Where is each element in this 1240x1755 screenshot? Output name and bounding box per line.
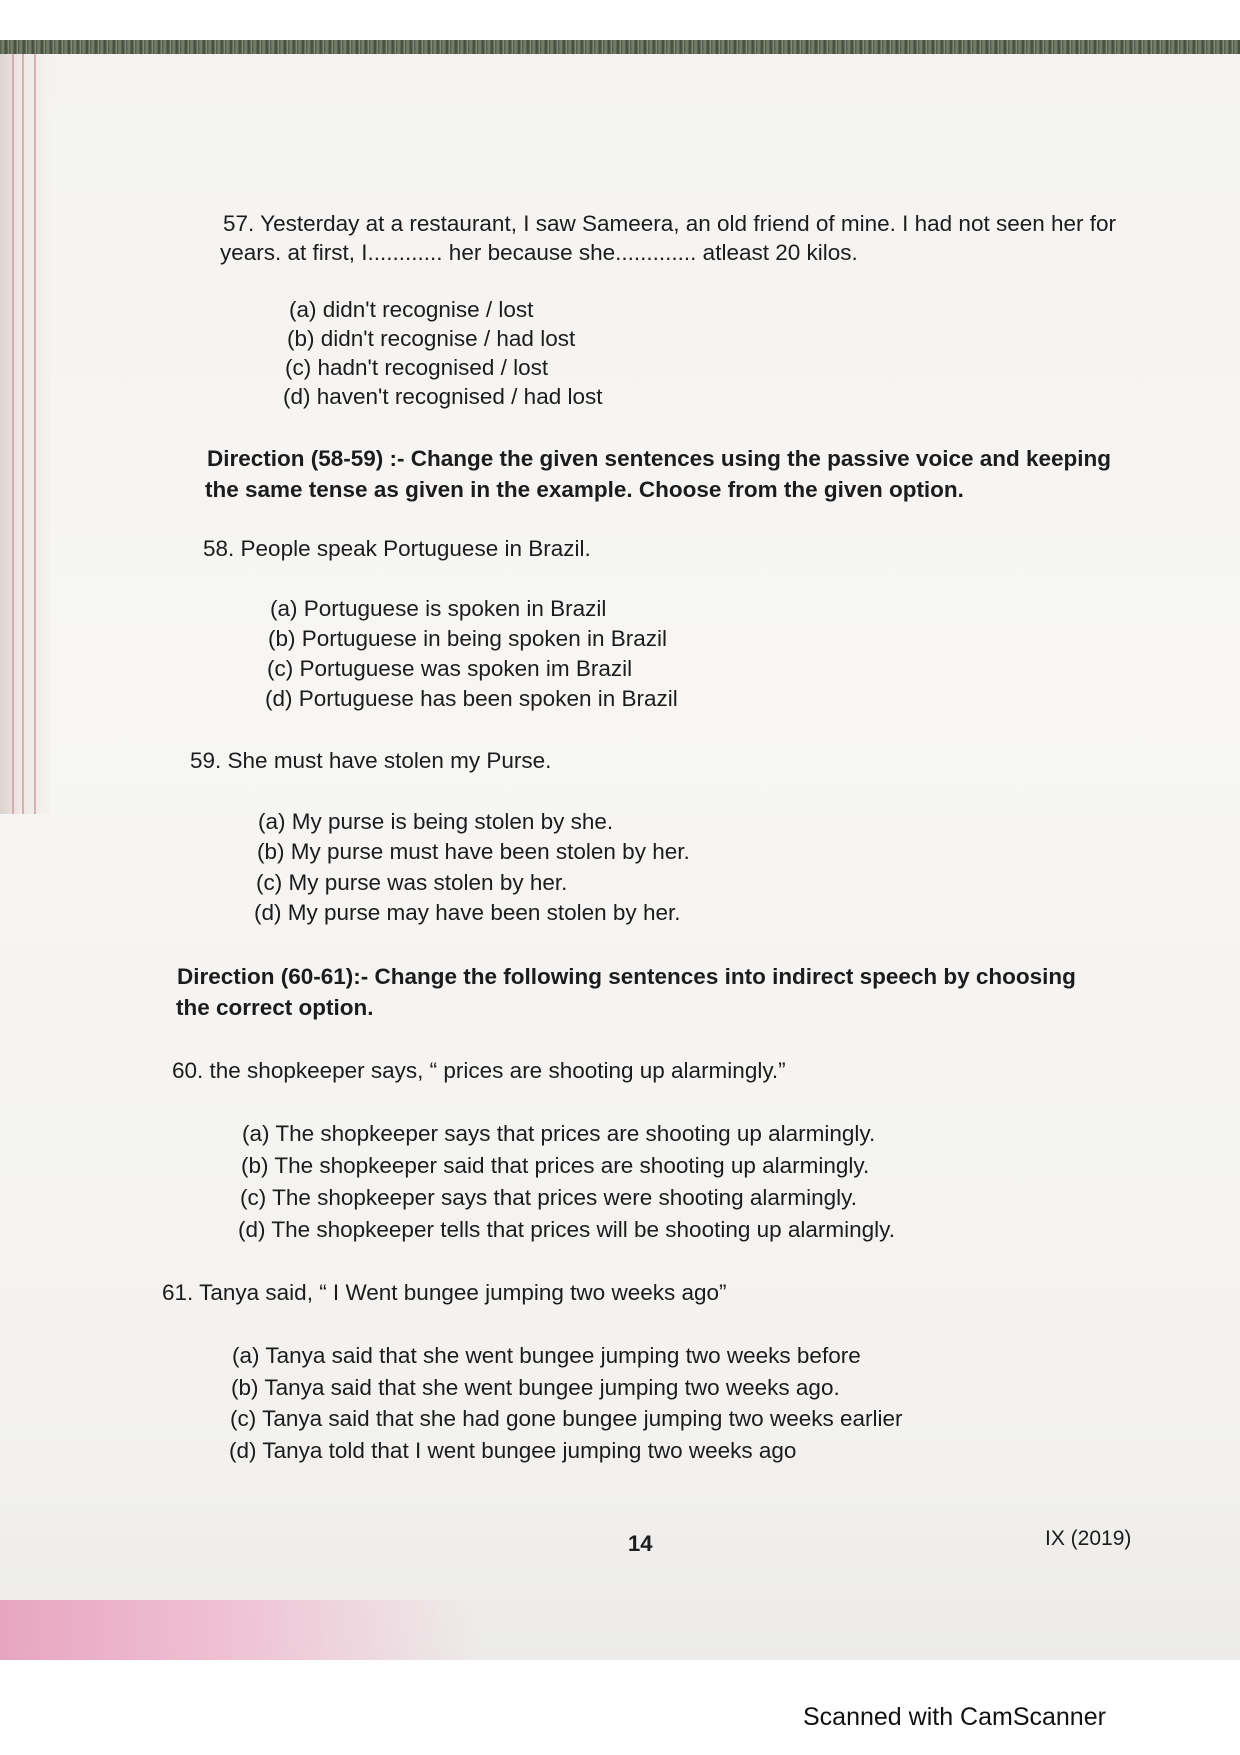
q60-option-b: (b) The shopkeeper said that prices are shooting up alarmingly. xyxy=(241,1153,870,1178)
q58-option-a: (a) Portuguese is spoken in Brazil xyxy=(270,596,607,621)
q58-option-b: (b) Portuguese in being spoken in Brazil xyxy=(268,626,667,651)
q59-option-b: (b) My purse must have been stolen by her. xyxy=(257,839,690,864)
q57-option-c: (c) hadn't recognised / lost xyxy=(285,355,549,380)
q57-option-b: (b) didn't recognise / had lost xyxy=(287,326,576,351)
q59-option-c: (c) My purse was stolen by her. xyxy=(256,870,568,895)
pink-smudge xyxy=(0,1600,480,1660)
q61-stem: 61. Tanya said, “ I Went bungee jumping two weeks ago” xyxy=(162,1280,727,1305)
q57-line-1: 57. Yesterday at a restaurant, I saw Sameera, an old friend of mine. I had not seen her for xyxy=(223,211,1117,236)
q60-option-a: (a) The shopkeeper says that prices are shooting up alarmingly. xyxy=(242,1121,876,1146)
q57-line-2: years. at first, I............ her because she............. atleast 20 kilos. xyxy=(220,240,858,265)
direction-60-61-line-1: Direction (60-61):- Change the following sentences into indirect speech by choosing xyxy=(177,964,1076,989)
q58-stem: 58. People speak Portuguese in Brazil. xyxy=(203,536,591,561)
q58-option-c: (c) Portuguese was spoken im Brazil xyxy=(267,656,633,681)
exam-tag: IX (2019) xyxy=(1045,1527,1132,1550)
q60-option-d: (d) The shopkeeper tells that prices will be shooting up alarmingly. xyxy=(238,1217,896,1242)
paper-left-edge xyxy=(0,54,50,814)
page-number: 14 xyxy=(628,1531,653,1556)
direction-60-61-line-2: the correct option. xyxy=(176,995,374,1020)
direction-58-59-line-1: Direction (58-59) :- Change the given sentences using the passive voice and keeping xyxy=(207,446,1111,471)
q61-option-c: (c) Tanya said that she had gone bungee jumping two weeks earlier xyxy=(230,1406,903,1431)
camscanner-footer: Scanned with CamScanner xyxy=(803,1703,1106,1731)
q59-stem: 59. She must have stolen my Purse. xyxy=(190,748,552,773)
q60-stem: 60. the shopkeeper says, “ prices are shooting up alarmingly.” xyxy=(172,1058,786,1083)
q59-option-a: (a) My purse is being stolen by she. xyxy=(258,809,614,834)
q61-option-a: (a) Tanya said that she went bungee jumping two weeks before xyxy=(232,1343,861,1368)
q60-option-c: (c) The shopkeeper says that prices were shooting alarmingly. xyxy=(240,1185,857,1210)
q61-option-b: (b) Tanya said that she went bungee jumping two weeks ago. xyxy=(231,1375,840,1400)
paper-top-edge xyxy=(0,40,1240,54)
q61-option-d: (d) Tanya told that I went bungee jumping two weeks ago xyxy=(229,1438,797,1463)
q57-option-d: (d) haven't recognised / had lost xyxy=(283,384,603,409)
q57-option-a: (a) didn't recognise / lost xyxy=(289,297,534,322)
q58-option-d: (d) Portuguese has been spoken in Brazil xyxy=(265,686,678,711)
q59-option-d: (d) My purse may have been stolen by her. xyxy=(254,900,681,925)
direction-58-59-line-2: the same tense as given in the example. Choose from the given option. xyxy=(205,477,964,502)
